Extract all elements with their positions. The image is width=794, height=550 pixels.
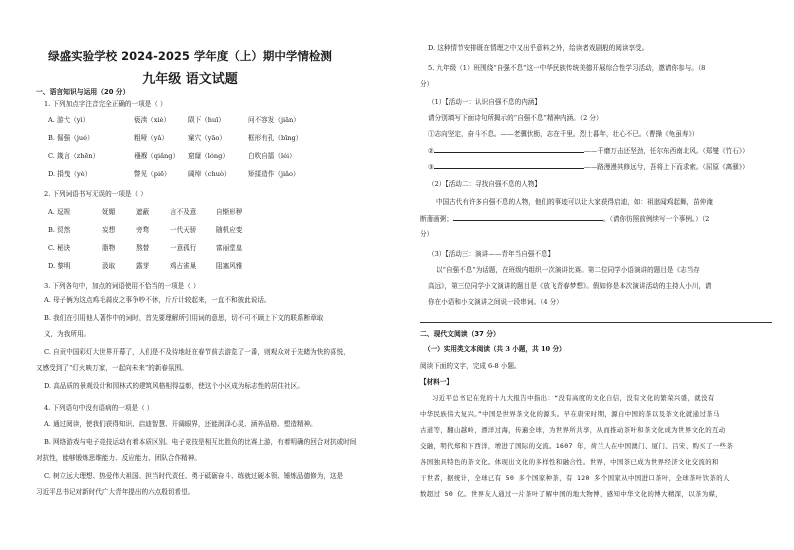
exam-title: 绿盛实验学校 2024-2025 学年度（上）期中学情检测: [48, 49, 332, 63]
q2-word: 汲取: [102, 262, 116, 270]
q2-option[interactable]: A. 逗规: [48, 208, 71, 216]
activity-3-text: 以“自强不息”为话题，在班级内组织一次演讲比赛。第二位同学小语演讲的题目是《志当存: [436, 266, 700, 274]
q3-option-c[interactable]: C. 自贡中国彩灯大世界开幕了，人们是不及待地赶在春节前去游览了一番，则观众对于先睹为快的喜悦，: [44, 348, 350, 356]
q2-word: 富丽堂皇: [216, 244, 243, 252]
material-label: 【材料一】: [420, 378, 453, 386]
poem-quote: ——路漫漫其修远兮，吾将上下而求索。（屈原《离骚》）: [583, 163, 749, 171]
section-heading-1: 一、语言知识与运用（20 分）: [36, 88, 130, 96]
q4-option-d[interactable]: D. 这种情节安排既在情理之中又出乎意料之外，给读者戏剧般的阅读享受。: [428, 44, 649, 52]
q4-option-b[interactable]: B. 网络游戏与电子竞技运动有着本质区别。电子竞技是相互比胜负的比赛上游，有着明确的回合对抗或时间: [44, 438, 357, 446]
q3-option-d[interactable]: D. 高品质的景观设计和园林式的建筑风格相得益彰，使这个小区成为标志性的居住社区。: [44, 382, 304, 390]
q3-option-b[interactable]: B. 我们在引用他人著作中的词时，首先要理解所引用词的意思，切不可不顾上下文的联系断章取: [44, 314, 324, 322]
q1-option[interactable]: B. 倔强（jué）: [48, 134, 94, 142]
q5-stem-cont: 分）: [420, 80, 434, 88]
q2-word: 言不及意: [170, 208, 197, 216]
activity-3-text-cont: 高远》，第三位同学小文演讲的题目是《放飞青春梦想》。假如你是本次演讲活动的主持人小川，请: [428, 282, 712, 290]
right-column-lower: [420, 0, 772, 550]
q2-word: 自惭形秽: [216, 208, 243, 216]
q2-word: 随机应变: [216, 226, 243, 234]
poem-quote: ——千磨万击还坚劲，任尔东西南北风。（郑燮《竹石》）: [583, 147, 749, 155]
activity-2-text: 中国古代有许多自强不息的人物，他们的事迹可以让大家获得启迪，如：祖逖闻鸡起舞，苗仲淹: [436, 198, 713, 206]
q2-word: 一代天骄: [170, 226, 197, 234]
line-number: ③: [428, 163, 434, 171]
q3-option-b-cont: 义，为我所用。: [44, 330, 91, 338]
q2-word: 旁骛: [136, 226, 150, 234]
activity-2-title: （2）【活动二：寻找自强不息的人物】: [428, 180, 541, 188]
activity-1-title: （1）【活动一：认识自强不息的内涵】: [428, 98, 541, 106]
q1-word: 矫揉造作（jiǎo）: [248, 170, 300, 178]
q3-option-c-cont: 又感受到了“灯火映万家，一起向未来”的新春氛围。: [36, 364, 188, 372]
q2-word: 脂物: [102, 244, 116, 252]
q2-stem: 2. 下列词语书写无误的一项是（ ）: [44, 190, 147, 198]
q2-word: 妩媚: [102, 208, 116, 216]
q1-word: 白吹自擂（léi）: [248, 152, 296, 160]
q1-word: 问不容发（jiān）: [248, 116, 300, 124]
reading-instruction: 阅读下面的文字，完成 6-8 小题。: [420, 362, 521, 370]
poem-line-1: ①志向坚定，奋斗不息。——老骥伏枥，志在千里。烈士暮年，壮心不已。（曹操《龟虽寿》）: [428, 130, 699, 138]
section-heading-2: 二、现代文阅读（37 分）: [420, 330, 500, 338]
q1-option[interactable]: D. 捐曳（yè）: [48, 170, 92, 178]
q1-word: 襁褓（qiǎng）: [134, 152, 180, 160]
material-line: 习近平总书记在党的十九大报告中指出：“没有高度的文化自信，没有文化的繁荣兴盛，就没有: [432, 394, 715, 402]
activity-3-text-cont2: 你在小语和小文演讲之间说一段串词。（4 分）: [428, 298, 563, 306]
q2-word: 鸡占雀巢: [170, 262, 197, 270]
q4-option-c-cont: 习近平总书记对新时代广大青年提出的六点殷切希望。: [36, 488, 195, 496]
q1-option[interactable]: A. 游弋（yì）: [48, 116, 90, 124]
q1-stem: 1. 下列加点字注音完全正确的一项是（ ）: [44, 100, 167, 108]
left-column: [36, 0, 378, 550]
q1-word: 粗哑（yǎ）: [134, 134, 169, 142]
q2-word: 遮蔽: [136, 208, 150, 216]
q2-word: 露芽: [136, 262, 150, 270]
q1-option[interactable]: C. 箴言（zhēn）: [48, 152, 100, 160]
q2-option[interactable]: D. 黎明: [48, 262, 71, 270]
example-text: 断齑画粥；: [420, 215, 453, 223]
q1-word: 亵渎（xiè）: [134, 116, 171, 124]
q2-word: 熬替: [136, 244, 150, 252]
q2-word: 妄想: [102, 226, 116, 234]
q4-option-c[interactable]: C. 树立远大理想、热爱伟大祖国、担当时代责任、勇于砥砺奋斗、练就过硬本领、锤炼品德修为，这是: [44, 472, 344, 480]
q4-option-a[interactable]: A. 通过阅读，使我们获得知识、启迪智慧、开阔眼界，还能润泽心灵、涵养品格、塑造精神。: [44, 420, 317, 428]
line-number: ②: [428, 147, 434, 155]
material-line: 古道等，翻山越岭，漂洋过海，传遍全球，为世界所共享，从而推动茶叶和茶文化成为世界文化的互动: [420, 426, 726, 434]
q1-word: 陨下（huī）: [188, 116, 225, 124]
q1-word: 瞥见（piē）: [134, 170, 171, 178]
q1-word: 阔绰（chuò）: [188, 170, 231, 178]
q1-word: 框形有孔（bīng）: [248, 134, 303, 142]
instruction-text: 。（请你仿照前例续写一个事例。）（2: [602, 215, 710, 223]
q4-stem: 4. 下列语句中没有语病的一项是（ ）: [44, 404, 154, 412]
material-line: 交融，明代郑和下西洋，增进了国际的交流。1607 年，荷兰人在中国澳门、厦门、吕宋、购买了一些茶: [420, 442, 734, 450]
q2-word: 一意孤行: [170, 244, 197, 252]
activity-1-desc: 请分别填写下面诗句所揭示的“自强不息”精神内涵。（2 分）: [428, 114, 603, 122]
exam-subtitle: 九年级 语文试题: [142, 72, 238, 87]
material-line: 干世者，据统计，全球已有 50 多个国家种茶，有 120 多个国家从中国进口茶叶，全球茶叶饮茶的人: [420, 474, 730, 482]
activity-2-score: 分）: [420, 230, 434, 238]
q2-option[interactable]: C. 秘诀: [48, 244, 71, 252]
material-line: 中华民族伟大复兴。”中国是世界茶文化的源头。早在唐宋时期，源自中国的茶以及茶文化就通过茶马: [420, 410, 720, 418]
q3-stem: 3. 下列各句中，加点的词语使用不恰当的一项是（ ）: [44, 282, 200, 290]
q4-option-b-cont: 对抗性，能够锻炼思维能力、反应能力、团队合作精神。: [36, 454, 201, 462]
q1-word: 窟窿（lóng）: [188, 152, 229, 160]
activity-3-title: （3）【活动三：演讲——青年当自强不息】: [428, 250, 555, 258]
material-line: 各国独具特色的茶文化。体现出文化的多样性和融合性。世界，中国茶已成为世界经济文化交流的和: [420, 458, 719, 466]
subsection-heading: （一）实用类文本阅读（共 3 小题，共 10 分）: [424, 345, 566, 353]
q5-stem: 5. 九年级（1）班围绕“自强不息”这一中华民族传统美德开展综合性学习活动，邀请你参与。（8: [428, 64, 706, 72]
material-line: 数超过 50 亿。世界友人通过一片茶叶了解中国的地大物博，感知中华文化的博大精深，以茶为媒，: [420, 490, 723, 498]
q3-option-a[interactable]: A. 母子俩为这点鸡毛蒜皮之事争吵不休，斤斤计较起来，一直不和彼此说话。: [44, 296, 271, 304]
q2-word: 阻塞风雅: [216, 262, 243, 270]
q1-word: 窠穴（yāo）: [188, 134, 227, 142]
q2-option[interactable]: B. 贸然: [48, 226, 71, 234]
